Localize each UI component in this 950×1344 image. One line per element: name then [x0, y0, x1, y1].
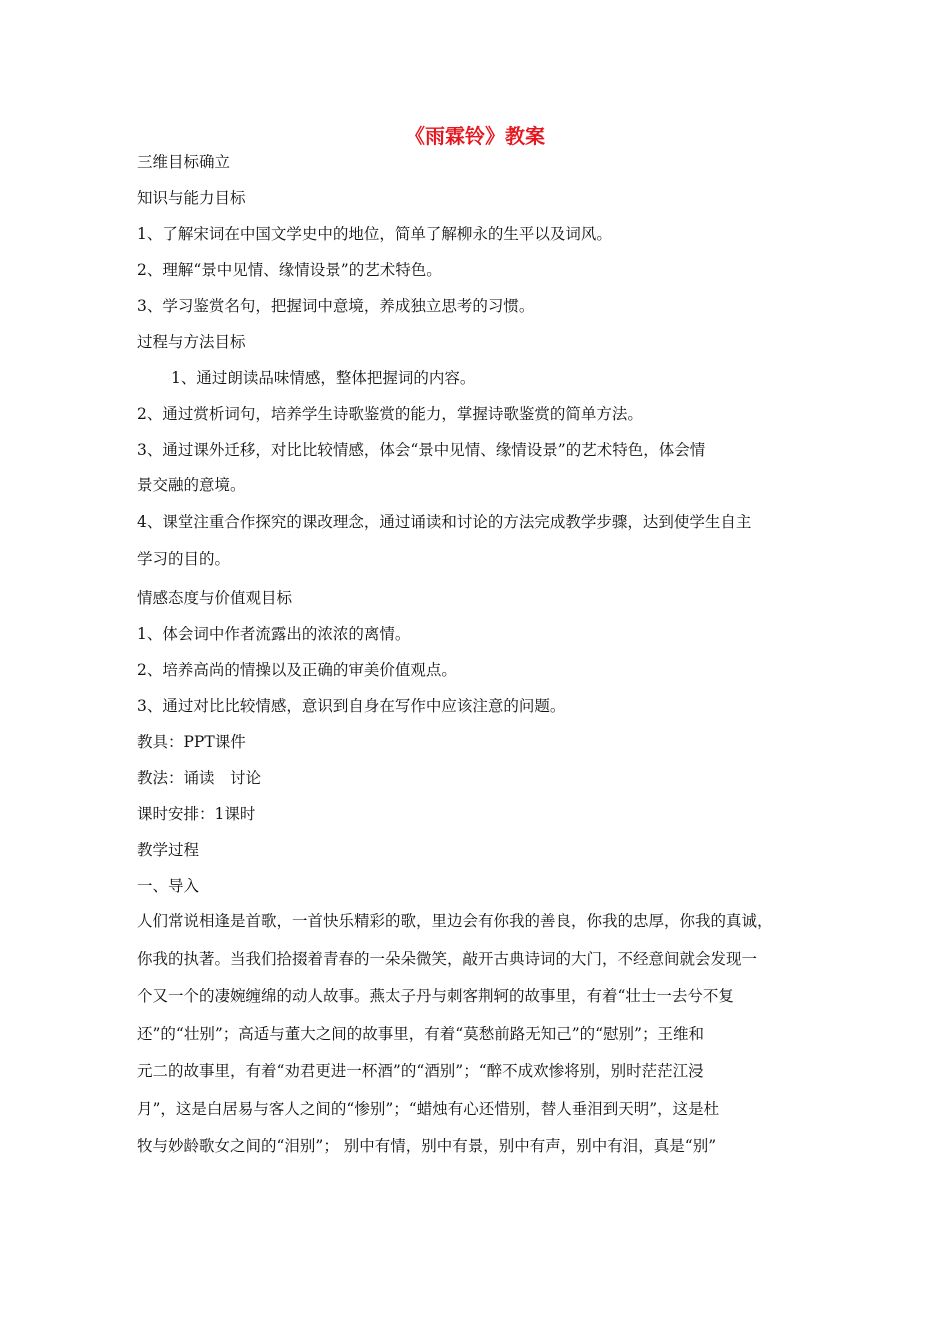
objective-item: 4、课堂注重合作探究的课改理念，通过诵读和讨论的方法完成教学步骤，达到使学生自主 — [137, 513, 752, 531]
intro-paragraph-line: 牧与妙龄歌女之间的“泪别”； 别中有情，别中有景，别中有声，别中有泪，真是“别” — [137, 1137, 717, 1155]
objective-item: 1、通过朗读品味情感，整体把握词的内容。 — [171, 369, 476, 387]
subheading-knowledge: 知识与能力目标 — [137, 189, 246, 207]
intro-paragraph-line: 个又一个的凄婉缠绵的动人故事。燕太子丹与刺客荆轲的故事里，有着“壮士一去兮不复 — [137, 987, 734, 1005]
subheading-emotion: 情感态度与价值观目标 — [137, 589, 293, 607]
objective-item-continuation: 景交融的意境。 — [137, 476, 246, 494]
teaching-methods: 教法：诵读 讨论 — [137, 769, 262, 787]
document-title: 《雨霖铃》教案 — [405, 124, 545, 148]
objective-item: 2、理解“景中见情、缘情设景”的艺术特色。 — [137, 261, 442, 279]
intro-paragraph-line: 人们常说相逢是首歌，一首快乐精彩的歌，里边会有你我的善良，你我的忠厚，你我的真诚， — [137, 912, 773, 930]
intro-paragraph-line: 你我的执著。当我们拾掇着青春的一朵朵微笑，敲开古典诗词的大门，不经意间就会发现一 — [137, 950, 758, 968]
intro-paragraph-line: 还”的“壮别”；高适与董大之间的故事里，有着“莫愁前路无知己”的“慰别”；王维和 — [137, 1025, 704, 1043]
objective-item: 1、了解宋词在中国文学史中的地位，简单了解柳永的生平以及词风。 — [137, 225, 612, 243]
subheading-process: 过程与方法目标 — [137, 333, 246, 351]
intro-paragraph-line: 月”，这是白居易与客人之间的“惨别”；“蜡烛有心还惜别，替人垂泪到天明”，这是杜 — [137, 1100, 720, 1118]
class-hours: 课时安排：1课时 — [137, 805, 256, 823]
section-heading-intro: 一、导入 — [137, 877, 200, 895]
objective-item: 2、培养高尚的情操以及正确的审美价值观点。 — [137, 661, 457, 679]
section-heading-process: 教学过程 — [137, 841, 200, 859]
objective-item: 1、体会词中作者流露出的浓浓的离情。 — [137, 625, 411, 643]
teaching-tools: 教具：PPT课件 — [137, 733, 246, 751]
objective-item: 2、通过赏析词句，培养学生诗歌鉴赏的能力，掌握诗歌鉴赏的简单方法。 — [137, 405, 643, 423]
objective-item: 3、通过课外迁移，对比比较情感，体会“景中见情、缘情设景”的艺术特色，体会情 — [137, 441, 706, 459]
objective-item: 3、通过对比比较情感，意识到自身在写作中应该注意的问题。 — [137, 697, 566, 715]
objective-item-continuation: 学习的目的。 — [137, 550, 231, 568]
intro-paragraph-line: 元二的故事里，有着“劝君更进一杯酒”的“酒别”；“醉不成欢惨将别，别时茫茫江浸 — [137, 1062, 704, 1080]
objective-item: 3、学习鉴赏名句，把握词中意境，养成独立思考的习惯。 — [137, 297, 535, 315]
section-heading-objectives: 三维目标确立 — [137, 153, 231, 171]
